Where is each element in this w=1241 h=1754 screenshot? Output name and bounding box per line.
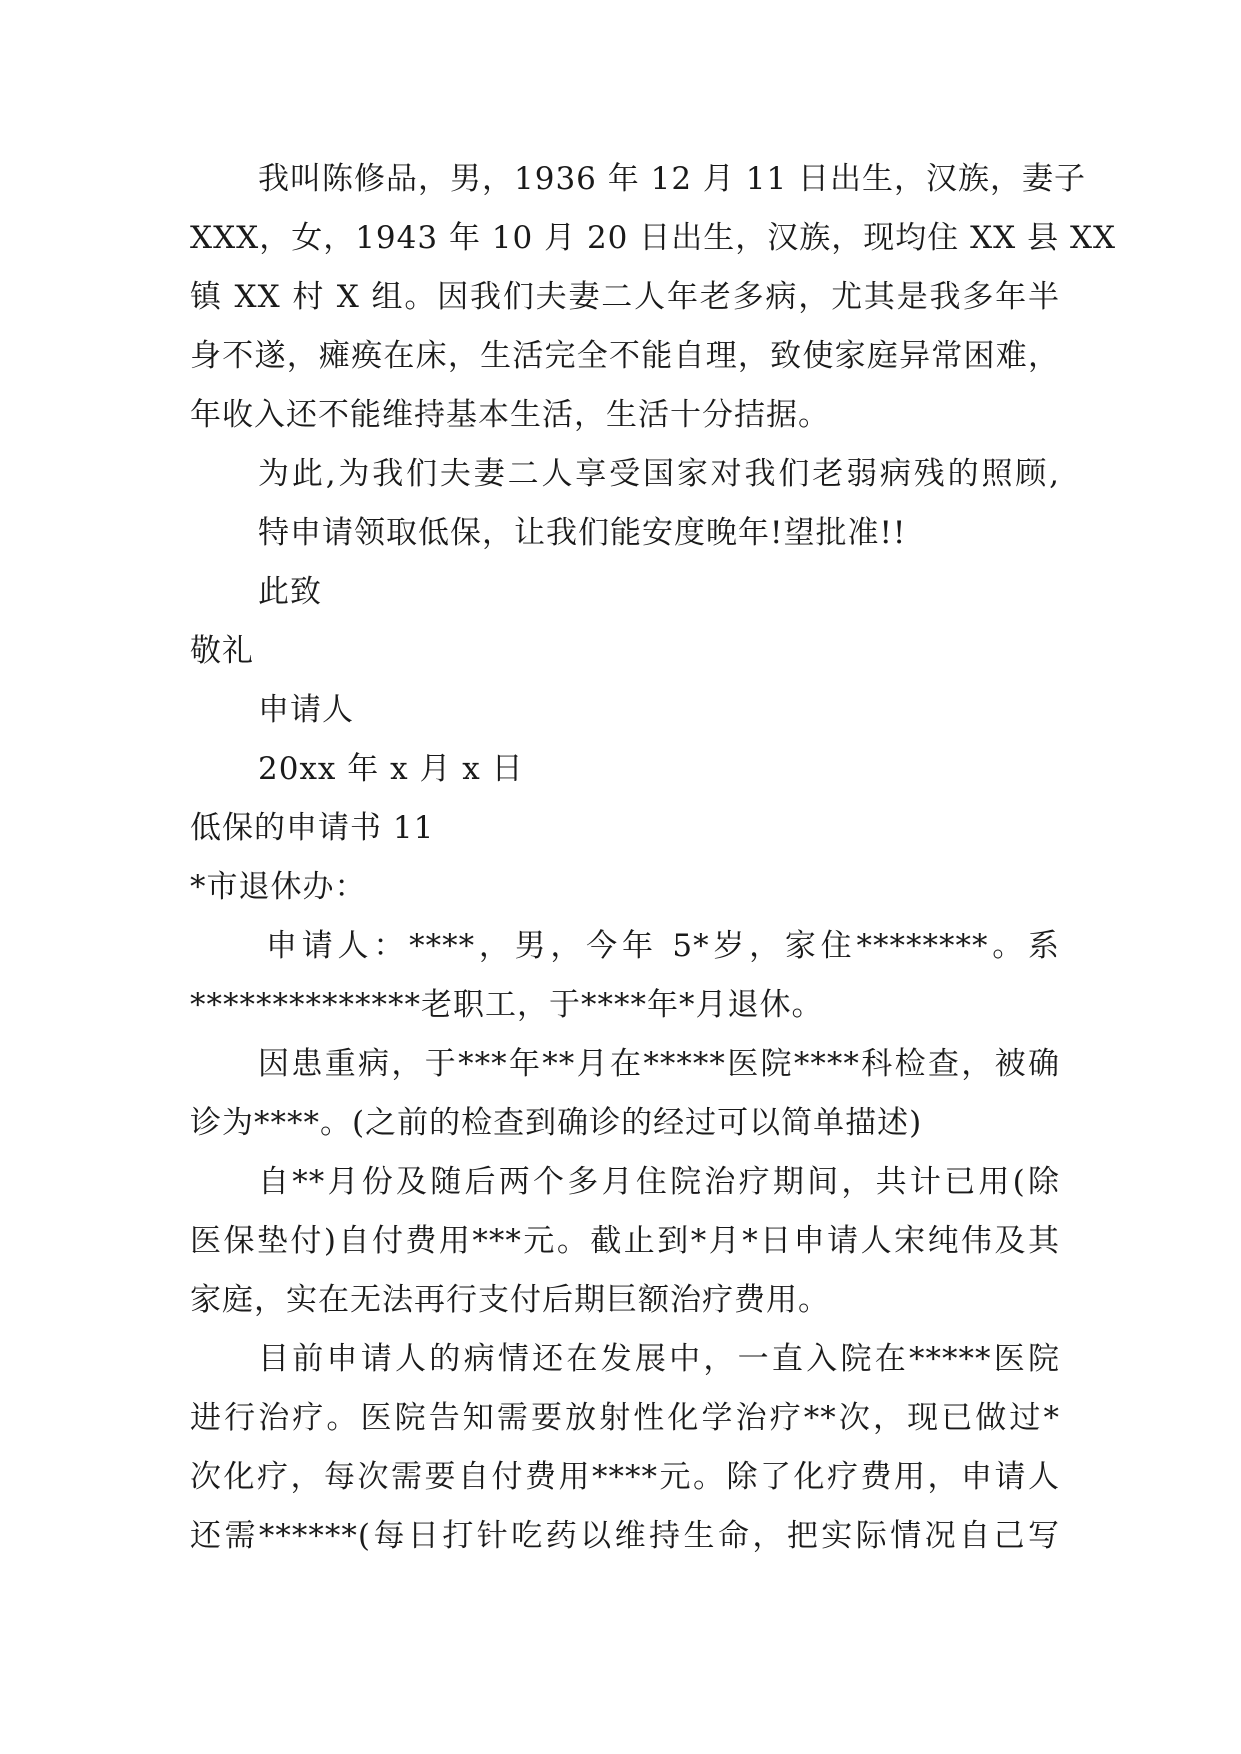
text-line: 特申请领取低保，让我们能安度晚年!望批准!! xyxy=(258,515,907,551)
applicant-label: 申请人 xyxy=(258,692,354,728)
text-line: 目前申请人的病情还在发展中，一直入院在*****医院 xyxy=(258,1341,1060,1377)
text-line: 为此,为我们夫妻二人享受国家对我们老弱病残的照顾, xyxy=(258,456,1060,492)
text-line: 镇 XX 村 X 组。因我们夫妻二人年老多病，尤其是我多年半 xyxy=(190,279,1060,315)
text-line: 进行治疗。医院告知需要放射性化学治疗**次，现已做过* xyxy=(190,1400,1060,1436)
text-line: XXX，女，1943 年 10 月 20 日出生，汉族，现均住 XX 县 XX xyxy=(190,220,1117,256)
closing-text: 此致 xyxy=(258,574,322,610)
salute-text: 敬礼 xyxy=(190,633,254,669)
text-line: 次化疗，每次需要自付费用****元。除了化疗费用，申请人 xyxy=(190,1459,1060,1495)
paragraph-1 xyxy=(190,150,1117,445)
text-line: 诊为****。(之前的检查到确诊的经过可以简单描述) xyxy=(190,1105,923,1141)
text-line: 因患重病，于***年**月在*****医院****科检查，被确 xyxy=(258,1046,1060,1082)
paragraph-3 xyxy=(190,917,1060,1035)
addressee: *市退休办： xyxy=(190,869,367,905)
text-line: 还需******(每日打针吃药以维持生命，把实际情况自己写 xyxy=(190,1518,1060,1554)
paragraph-4 xyxy=(190,1035,1060,1153)
text-line: **************老职工，于****年*月退休。 xyxy=(190,987,824,1023)
document-page xyxy=(190,150,1117,1566)
text-line: 家庭，实在无法再行支付后期巨额治疗费用。 xyxy=(190,1282,830,1318)
paragraph-2 xyxy=(190,445,1060,563)
text-line: 自**月份及随后两个多月住院治疗期间，共计已用(除 xyxy=(258,1164,1060,1200)
paragraph-5 xyxy=(190,1153,1060,1330)
text-line: 申请人：****，男，今年 5*岁，家住********。系 xyxy=(266,928,1060,964)
paragraph-6 xyxy=(190,1330,1060,1566)
section-title: 低保的申请书 11 xyxy=(190,810,435,846)
text-line: 身不遂，瘫痪在床，生活完全不能自理，致使家庭异常困难， xyxy=(190,338,1060,374)
text-line: 医保垫付)自付费用***元。截止到*月*日申请人宋纯伟及其 xyxy=(190,1223,1060,1259)
text-line: 年收入还不能维持基本生活，生活十分拮据。 xyxy=(190,397,830,433)
date-text: 20xx 年 x 月 x 日 xyxy=(258,751,524,787)
text-line: 我叫陈修品，男，1936 年 12 月 11 日出生，汉族，妻子 xyxy=(258,161,1087,197)
